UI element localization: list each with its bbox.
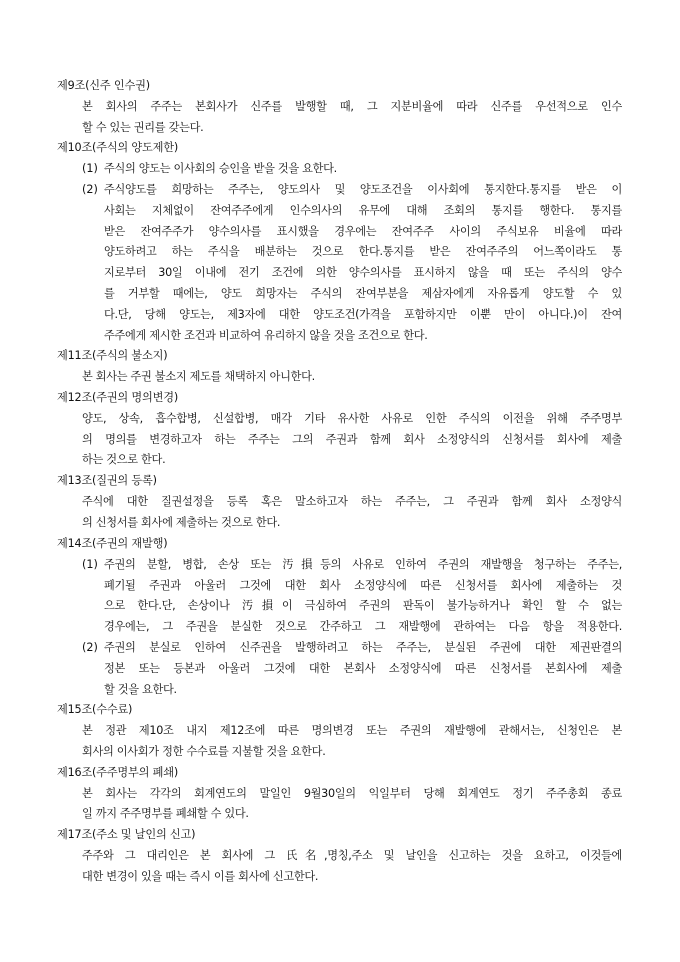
- article-heading: 제17조(주소 및 날인의 신고): [57, 828, 196, 841]
- body-line: 의 명의를 변경하고자 하는 주주는 그의 주권과 함께 회사 소정양식의 신청서를 회사에 제출: [82, 433, 622, 446]
- item-line: 사회는 지체없이 잔여주주에게 인수의사의 유무에 대해 조회의 통지를 행한다. 통지를: [104, 204, 622, 217]
- article-heading: 제15조(수수료): [57, 703, 133, 716]
- body-line: 일 까지 주주명부를 폐쇄할 수 있다.: [82, 807, 249, 820]
- body-line: 본 정관 제10조 내지 제12조에 따른 명의변경 또는 주권의 재발행에 관해서는, 신청인은 본: [82, 724, 622, 737]
- item-line: 주주에게 제시한 조건과 비교하여 유리하지 않을 것을 조건으로 한다.: [104, 329, 428, 342]
- item-line: 지로부터 30일 이내에 전기 조건에 의한 양수의사를 표시하지 않을 때 또는 주식의 양수: [104, 266, 622, 279]
- item-line: 경우에는, 그 주권을 분실한 것으로 간주하고 그 재발행에 관하여는 다음 항을 적용한다.: [104, 620, 622, 633]
- item-line: 를 거부할 때에는, 양도 희망자는 주식의 잔여부분을 제삼자에게 자유롭게 양도할 수 있: [104, 287, 622, 300]
- item-line: 양도하려고 하는 주식을 배분하는 것으로 한다.통지를 받은 잔여주주의 어느쪽이라도 통: [104, 245, 622, 258]
- body-line: 할 수 있는 권리를 갖는다.: [82, 121, 204, 134]
- item-number: (2): [82, 183, 98, 196]
- item-line: 주권의 분실로 인하여 신주권을 발행하려고 하는 주주는, 분실된 주권에 대한 제권판결의: [104, 641, 622, 654]
- article-heading: 제10조(주식의 양도제한): [57, 141, 178, 154]
- body-line: 의 신청서를 회사에 제출하는 것으로 한다.: [82, 516, 281, 529]
- item-number: (2): [82, 641, 98, 654]
- item-number: (1): [82, 558, 98, 571]
- item-line: 주식의 양도는 이사회의 승인을 받을 것을 요한다.: [104, 162, 337, 175]
- article-heading: 제9조(신주 인수권): [57, 79, 150, 92]
- body-line: 양도, 상속, 흡수합병, 신설합병, 매각 기타 유사한 사유로 인한 주식의 이전을 위해 주주명부: [82, 412, 622, 425]
- body-line: 주식에 대한 질권설정을 등록 혹은 말소하고자 하는 주주는, 그 주권과 함께 회사 소정양식: [82, 495, 622, 508]
- article-heading: 제14조(주권의 재발행): [57, 537, 168, 550]
- item-number: (1): [82, 162, 98, 175]
- body-line: 하는 것으로 한다.: [82, 453, 166, 466]
- article-heading: 제12조(주권의 명의변경): [57, 391, 178, 404]
- item-line: 정본 또는 등본과 아울러 그것에 대한 본회사 소정양식에 따른 신청서를 본회사에 제출: [104, 662, 622, 675]
- body-line: 본 회사의 주주는 본회사가 신주를 발행할 때, 그 지분비율에 따라 신주를 우선적으로 인수: [82, 100, 622, 113]
- article-heading: 제11조(주식의 불소지): [57, 349, 168, 362]
- item-line: 주권의 분할, 병합, 손상 또는 汚損등의 사유로 인하여 주권의 재발행을 청구하는 주주는,: [104, 558, 622, 571]
- article-heading: 제13조(질권의 등록): [57, 474, 157, 487]
- article-heading: 제16조(주주명부의 폐쇄): [57, 766, 178, 779]
- body-line: 회사의 이사회가 정한 수수료를 지불할 것을 요한다.: [82, 745, 326, 758]
- body-line: 본 회사는 각각의 회계연도의 말일인 9월30일의 익일부터 당해 회계연도 정기 주주총회 종료: [82, 787, 622, 800]
- item-line: 폐기될 주권과 아울러 그것에 대한 회사 소정양식에 따른 신청서를 회사에 제출하는 것: [104, 579, 622, 592]
- body-line: 대한 변경이 있을 때는 즉시 이를 회사에 신고한다.: [82, 870, 319, 883]
- item-line: 받은 잔여주주가 양수의사를 표시했을 경우에는 잔여주주 사이의 주식보유 비율에 따라: [104, 225, 622, 238]
- item-line: 으로 한다.단, 손상이나 汚損이 극심하여 주권의 판독이 불가능하거나 확인 할 수 없는: [104, 599, 622, 612]
- body-line: 본 회사는 주권 불소지 제도를 채택하지 아니한다.: [82, 370, 315, 383]
- item-line: 할 것을 요한다.: [104, 683, 177, 696]
- body-line: 주주와 그 대리인은 본 회사에 그 氏名,명칭,주소 및 날인을 신고하는 것을 요하고, 이것들에: [82, 849, 622, 862]
- item-line: 주식양도를 희망하는 주주는, 양도의사 및 양도조건을 이사회에 통지한다.통지를 받은 이: [104, 183, 622, 196]
- item-line: 다.단, 당해 양도는, 제3자에 대한 양도조건(가격을 포함하지만 이뿐 만이 아니다.)이 잔여: [104, 308, 622, 321]
